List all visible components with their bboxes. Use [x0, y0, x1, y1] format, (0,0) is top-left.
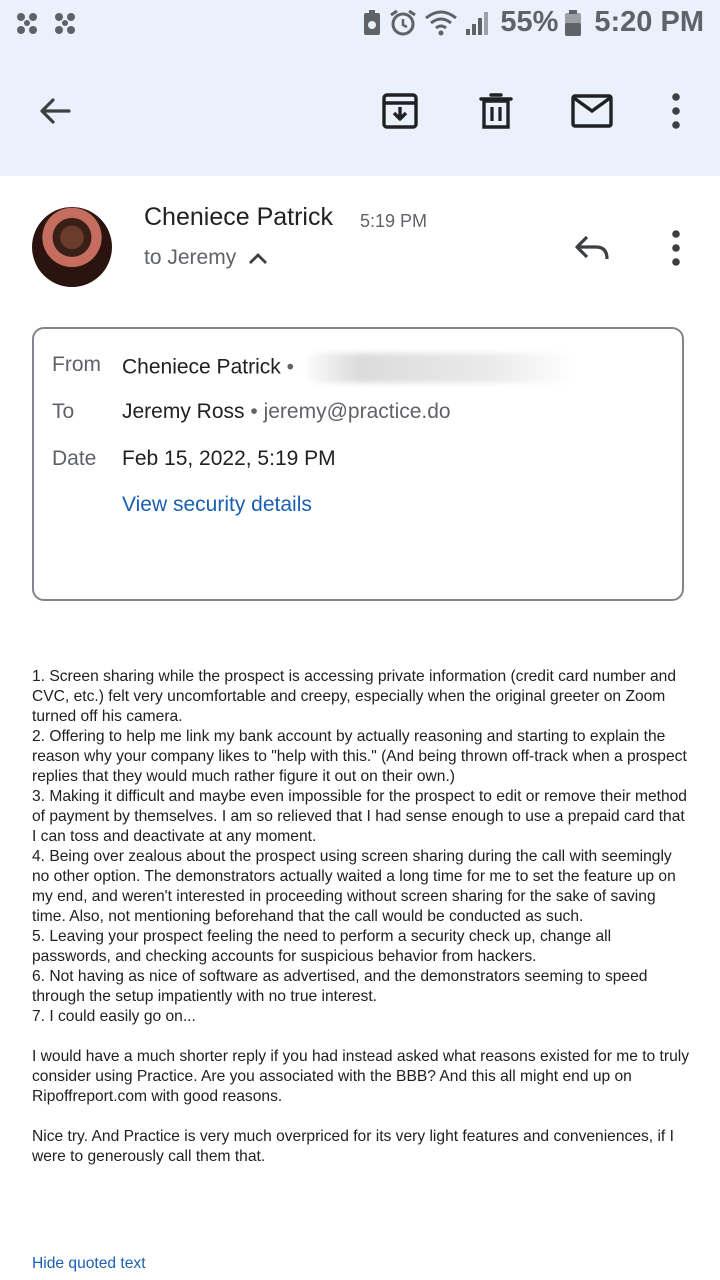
- date-value: Feb 15, 2022, 5:19 PM: [122, 447, 336, 470]
- status-bar: [0, 0, 720, 50]
- archive-button[interactable]: [372, 83, 428, 139]
- hide-quoted-text-link[interactable]: Hide quoted text: [32, 1255, 146, 1272]
- reply-button[interactable]: [564, 220, 620, 276]
- battery-icon: [564, 9, 582, 37]
- more-vert-icon: [671, 230, 681, 266]
- back-arrow-icon: [37, 93, 73, 129]
- to-label: To: [52, 400, 75, 423]
- body-point: 5. Leaving your prospect feeling the need to perform a security check up, change all passwords, and checking accounts for suspicious behavior from hackers.: [32, 928, 612, 965]
- message-time: 5:19 PM: [360, 211, 428, 231]
- sender-name: Cheniece Patrick: [144, 203, 333, 231]
- bullet-separator: •: [286, 355, 294, 379]
- app-header: [0, 0, 720, 176]
- battery-percent: 55%: [500, 6, 559, 38]
- alarm-icon: [388, 8, 418, 38]
- battery-saver-icon: [362, 9, 382, 37]
- to-value: [122, 400, 451, 424]
- body-point: 2. Offering to help me link my bank account by actually reasoning and starting to explain the reason why your company likes to "help with this." (And being thrown off-track when a prospect replies that they would much rather figure it out on their own.): [32, 728, 687, 785]
- to-email: jeremy@practice.do: [263, 400, 451, 423]
- body-paragraph: I would have a much shorter reply if you had instead asked what reasons existed for me to truly consider using Practice. Are you associated with the BBB? And this all might end up on Ripoffreport.com with good reasons.: [32, 1048, 690, 1105]
- message-body: [32, 667, 692, 1167]
- from-label: From: [52, 353, 101, 376]
- body-paragraph: Nice try. And Practice is very much overpriced for its very light features and conveniences, if I were to generously call them that.: [32, 1128, 674, 1165]
- body-point: 3. Making it difficult and maybe even impossible for the prospect to edit or remove their method of payment by themselves. I am so relieved that I had sense enough to use a prepaid card that I can toss and deactivate at any moment.: [32, 788, 687, 845]
- trash-icon: [479, 92, 513, 130]
- body-point: 4. Being over zealous about the prospect using screen sharing during the call with seemingly no other option. The demonstrators actually waited a long time for me to set the feature up on my end, and weren't interested in proceeding without screen sharing for the sake of saving time. Also, not mentioning beforehand that the call would be conducted as such.: [32, 848, 676, 925]
- from-name: Cheniece Patrick: [122, 355, 281, 379]
- redacted-email: [306, 353, 576, 383]
- reply-icon: [573, 233, 611, 263]
- status-clock: 5:20 PM: [594, 6, 704, 38]
- archive-icon: [381, 92, 419, 130]
- back-button[interactable]: [27, 83, 83, 139]
- chevron-up-icon: [248, 251, 268, 265]
- mail-icon: [571, 94, 613, 128]
- more-vert-icon: [671, 93, 681, 129]
- message-more-button[interactable]: [648, 220, 704, 276]
- notification-dots-icon: [14, 11, 40, 37]
- to-name: Jeremy Ross: [122, 400, 245, 423]
- message-details-card: [32, 327, 684, 601]
- body-point: 7. I could easily go on...: [32, 1008, 196, 1025]
- more-options-button[interactable]: [648, 83, 704, 139]
- mark-unread-button[interactable]: [564, 83, 620, 139]
- delete-button[interactable]: [468, 83, 524, 139]
- recipient-toggle[interactable]: [144, 246, 268, 270]
- bullet-separator: •: [250, 400, 264, 423]
- sender-avatar[interactable]: [32, 207, 112, 287]
- from-value: [122, 353, 576, 383]
- recipient-summary: to Jeremy: [144, 246, 237, 269]
- date-label: Date: [52, 447, 97, 470]
- signal-icon: [464, 9, 490, 37]
- body-point: 1. Screen sharing while the prospect is accessing private information (credit card number and CVC, etc.) felt very uncomfortable and creepy, especially when the original greeter on Zoom turned off his camera.: [32, 668, 676, 725]
- wifi-icon: [424, 9, 458, 37]
- view-security-details-link[interactable]: View security details: [122, 493, 312, 516]
- body-point: 6. Not having as nice of software as advertised, and the demonstrators seeming to speed through the setup impatiently with no true interest.: [32, 968, 648, 1005]
- notification-dots-icon: [52, 11, 78, 37]
